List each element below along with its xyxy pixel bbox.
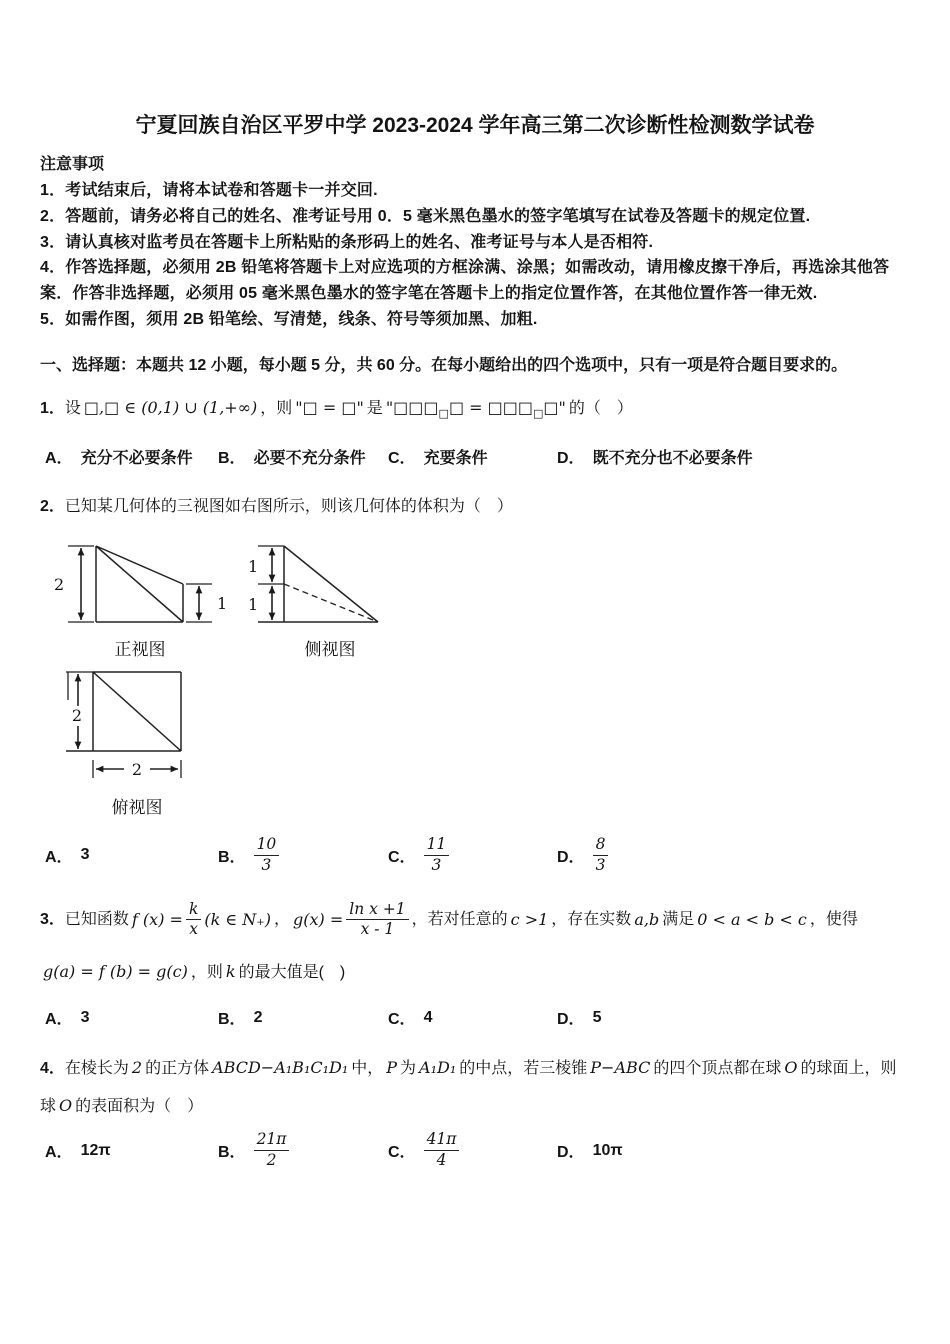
- fraction: [254, 836, 280, 875]
- option-text: 2: [253, 1008, 263, 1026]
- option-text: 既不充分也不必要条件: [592, 449, 753, 467]
- q3-then: ，则: [190, 964, 223, 982]
- option-label: D．: [557, 848, 585, 866]
- side-view-diagram: [248, 528, 428, 662]
- fraction-numerator: 21π: [254, 1131, 290, 1151]
- notice-item-5: 5．如需作图，须用 2B 铅笔绘、写清楚，线条、符号等须加黑、加粗.: [40, 310, 538, 328]
- option-label: B．: [218, 1144, 246, 1162]
- option-b: [218, 445, 388, 468]
- q1-mid: ，则: [260, 399, 293, 417]
- fraction-numerator: ln x +1: [346, 901, 408, 921]
- option-text: 12π: [80, 1141, 111, 1159]
- q4-cube-name: ABCD−A₁B₁C₁D₁: [212, 1058, 349, 1078]
- option-label: A．: [45, 848, 73, 866]
- q2-stem: 已知某几何体的三视图如右图所示，则该几何体的体积为（ ）: [64, 497, 513, 515]
- option-text: 3: [80, 1008, 90, 1026]
- option-a: [45, 1139, 218, 1162]
- option-a: [45, 445, 218, 468]
- option-text: 10π: [592, 1141, 623, 1159]
- q1-eq-math: "□ = □": [295, 397, 364, 417]
- f-lhs: f (x) =: [131, 909, 183, 929]
- q3-text: 满足: [662, 910, 695, 928]
- q4-tetrahedron: P−ABC: [590, 1058, 651, 1078]
- q3-text: ，使得: [809, 910, 858, 928]
- option-a: [45, 1006, 218, 1029]
- q1-log-part: □": [543, 397, 566, 417]
- option-label: D．: [557, 1011, 585, 1029]
- option-d: [557, 1006, 910, 1029]
- question-4-options: [45, 1131, 910, 1170]
- q4-edge-length: 2: [131, 1058, 143, 1078]
- question-3-number: 3．: [40, 910, 65, 928]
- option-text: 3: [80, 846, 90, 864]
- q1-lead: 设: [64, 399, 81, 417]
- option-text: 必要不充分条件: [253, 449, 366, 467]
- option-label: A．: [45, 1011, 73, 1029]
- notice-item-4: 4．作答选择题，必须用 2B 铅笔将答题卡上对应选项的方框涂满、涂黑；如需改动，请用橡皮擦干净后，再选涂其他答案．作答非选择题，必须用 05 毫米黑色墨水的签字笔在答题卡上的指定位置作答，在其他位置作答一律无效.: [40, 259, 890, 303]
- fraction-denominator: 3: [431, 855, 442, 874]
- option-label: A．: [45, 449, 73, 467]
- question-2-number: 2．: [40, 497, 65, 515]
- option-label: B．: [218, 1011, 246, 1029]
- q3-text: ，存在实数: [551, 910, 632, 928]
- top-view-shape: [66, 672, 181, 751]
- top-dim-left-label: 2: [71, 705, 83, 725]
- option-c: [388, 836, 557, 875]
- option-b: [218, 1131, 388, 1170]
- fraction-numerator: 10: [254, 836, 280, 856]
- option-label: C．: [388, 1011, 416, 1029]
- g-lhs: g(x) =: [293, 909, 344, 929]
- front-view-shape: [96, 546, 183, 622]
- q1-log-subscript: □: [438, 406, 449, 420]
- q4-text: 在棱长为: [64, 1060, 129, 1078]
- q4-text: 的正方体: [145, 1060, 210, 1078]
- q4-sphere-o: O: [784, 1058, 798, 1078]
- section-one-header: 一、选择题：本题共 12 小题，每小题 5 分，共 60 分。在每小题给出的四个选项中，只有一项是符合题目要求的。: [40, 356, 848, 374]
- fraction-numerator: 41π: [424, 1131, 460, 1151]
- question-2-text: [40, 492, 910, 522]
- q1-domain-math: □,□ ∈ (0,1) ∪ (1,+∞): [83, 397, 258, 417]
- question-3-options: [45, 1006, 910, 1029]
- question-4: [40, 1049, 910, 1170]
- top-dim-bottom-label: 2: [131, 759, 143, 779]
- option-d: [557, 445, 910, 468]
- question-1: [40, 393, 910, 468]
- three-views-row: [40, 528, 910, 662]
- notice-item-3: 3．请认真核对监考员在答题卡上所粘贴的条形码上的姓名、准考证号与本人是否相符.: [40, 233, 654, 251]
- question-2-options: [45, 836, 910, 875]
- fraction-denominator: 3: [595, 855, 606, 874]
- q4-text: 为: [400, 1060, 417, 1078]
- q4-text: 球: [40, 1098, 57, 1116]
- q1-log-subscript: □: [532, 406, 544, 420]
- q4-tail: 的表面积为（ ）: [75, 1098, 204, 1116]
- q3-ab-vars: a,b: [634, 909, 660, 929]
- fraction-denominator: x: [189, 920, 199, 939]
- top-view-caption: 俯视图: [111, 797, 163, 817]
- question-1-number: 1．: [40, 399, 65, 417]
- q4-text: 的四个顶点都在球: [653, 1060, 782, 1078]
- option-label: C．: [388, 848, 416, 866]
- option-text: 充分不必要条件: [80, 449, 193, 467]
- question-1-options: [45, 445, 910, 468]
- front-view-caption: 正视图: [114, 639, 166, 659]
- side-view-dashed-edge: [284, 584, 378, 622]
- fraction: [346, 901, 408, 940]
- option-label: B．: [218, 449, 246, 467]
- fraction: [254, 1131, 290, 1170]
- question-2: [40, 492, 910, 875]
- q3-equation: g(a) = f (b) = g(c): [43, 962, 188, 982]
- option-a: [45, 844, 218, 867]
- q4-segment: A₁D₁: [419, 1058, 457, 1078]
- q1-log-math: [385, 397, 566, 420]
- top-view-diagram: [48, 664, 248, 828]
- side-dim-upper-label: 1: [248, 556, 259, 576]
- fraction-denominator: 3: [261, 855, 272, 874]
- q1-tail: 的（ ）: [568, 399, 633, 417]
- option-text: 4: [423, 1008, 433, 1026]
- question-3: [40, 901, 910, 1030]
- g-function-formula: [293, 901, 409, 940]
- notice-heading: 注意事项: [40, 156, 105, 173]
- q3-k-var: k: [225, 962, 236, 982]
- front-dim-2-label: 2: [54, 574, 65, 594]
- option-c: [388, 1131, 557, 1170]
- option-text: 充要条件: [423, 449, 488, 467]
- fraction: [593, 836, 609, 875]
- q4-text: 的球面上，则: [800, 1060, 897, 1078]
- notice-item-1: 1．考试结束后，请将本试卷和答题卡一并交回.: [40, 182, 378, 199]
- q3-inequality: 0 < a < b < c: [697, 909, 807, 929]
- option-label: D．: [557, 449, 585, 467]
- front-view-diagram: [48, 528, 248, 662]
- page-title: 宁夏回族自治区平罗中学 2023-2024 学年高三第二次诊断性检测数学试卷: [135, 114, 815, 137]
- option-text: 5: [592, 1008, 602, 1026]
- q1-log-part: "□□□: [385, 397, 439, 417]
- q1-is: 是: [366, 399, 383, 417]
- fraction: [186, 901, 201, 940]
- option-label: A．: [45, 1144, 73, 1162]
- fraction-numerator: k: [186, 901, 201, 921]
- fraction: [424, 836, 450, 875]
- option-label: D．: [557, 1144, 585, 1162]
- q4-text: 的中点，若三棱锥: [459, 1060, 588, 1078]
- q3-c-condition: c >1: [510, 909, 549, 929]
- option-d: [557, 1139, 910, 1162]
- side-view-caption: 侧视图: [304, 639, 356, 659]
- question-3-equation-line: [40, 957, 910, 988]
- fraction-denominator: x - 1: [360, 920, 395, 939]
- fraction: [424, 1131, 460, 1170]
- f-function-formula: [132, 901, 271, 940]
- q4-sphere-o: O: [59, 1096, 73, 1116]
- dimension-ticks: [66, 672, 94, 700]
- front-dim-1-label: 1: [217, 593, 228, 613]
- option-label: C．: [388, 1144, 416, 1162]
- q3-comma: ，: [273, 910, 290, 928]
- f-condition: (k ∈ N₊): [204, 909, 271, 929]
- fraction-numerator: 8: [593, 836, 609, 856]
- question-4-text: [40, 1049, 910, 1125]
- q3-text: ，若对任意的: [411, 910, 508, 928]
- option-label: C．: [388, 449, 416, 467]
- question-3-text: [40, 901, 910, 940]
- option-label: B．: [218, 848, 246, 866]
- option-b: [218, 1006, 388, 1029]
- side-dim-lower-label: 1: [248, 594, 259, 614]
- option-d: [557, 836, 910, 875]
- q4-point-p: P: [386, 1058, 398, 1078]
- q3-tail: 的最大值是( ): [238, 964, 346, 982]
- q3-lead: 已知函数: [64, 910, 129, 928]
- dimension-ticks: [258, 546, 284, 584]
- fraction-denominator: 4: [436, 1151, 447, 1170]
- option-b: [218, 836, 388, 875]
- notice-section: [40, 152, 910, 333]
- question-4-number: 4．: [40, 1060, 65, 1078]
- option-c: [388, 1006, 557, 1029]
- fraction-numerator: 11: [424, 836, 450, 856]
- notice-item-2: 2．答题前，请务必将自己的姓名、准考证号用 0．5 毫米黑色墨水的签字笔填写在试卷及答题卡的规定位置.: [40, 207, 811, 225]
- q4-text: 中，: [351, 1060, 384, 1078]
- q1-log-part: □ = □□□: [448, 397, 533, 417]
- question-1-text: [40, 393, 910, 429]
- fraction-denominator: 2: [266, 1151, 277, 1170]
- option-c: [388, 445, 557, 468]
